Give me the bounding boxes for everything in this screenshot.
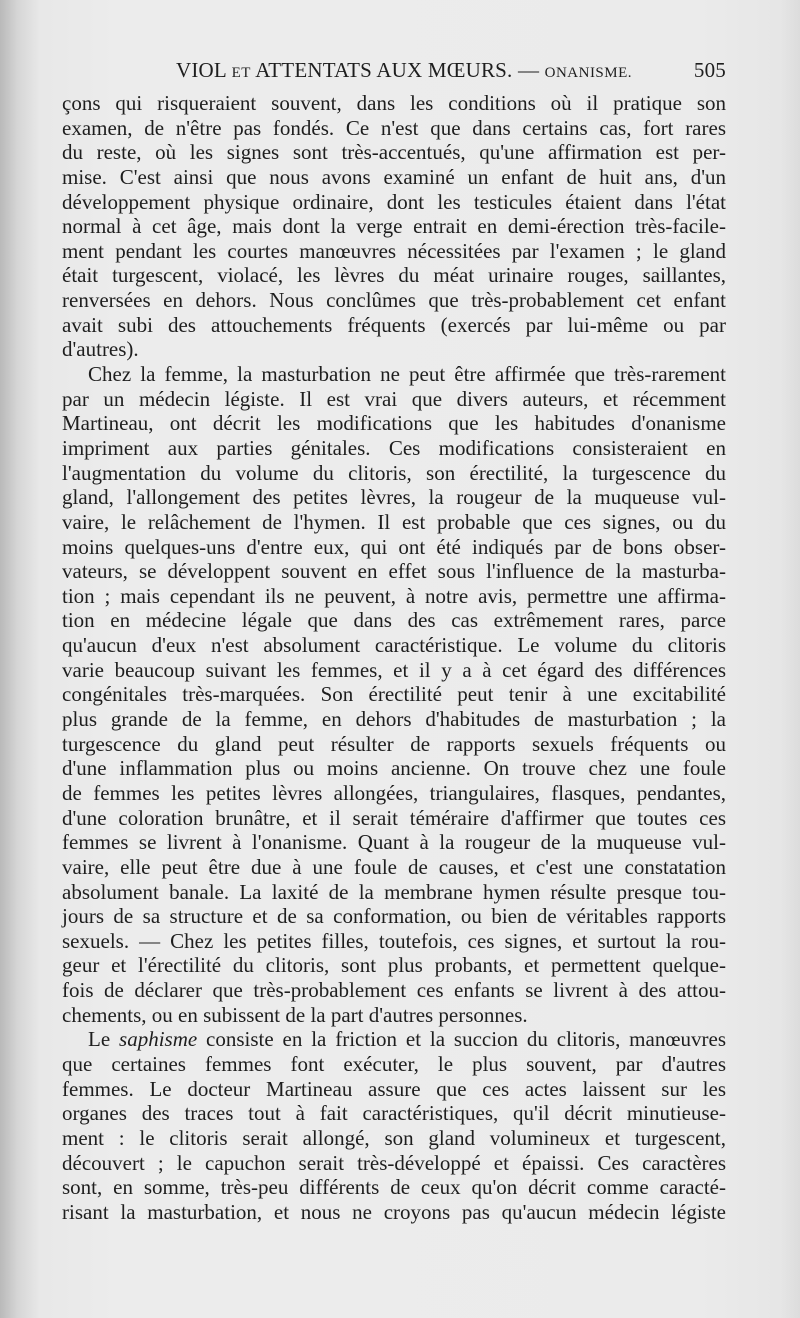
text-line: organes des traces tout à fait caractéristiques, qu'il décrit minutieuse- [62, 1101, 726, 1126]
paragraph-start-line [62, 1027, 726, 1052]
text-line: impriment aux parties génitales. Ces modifications consisteraient en [62, 435, 726, 460]
text-line: absolument banale. La laxité de la membrane hymen résulte presque tou- [62, 879, 726, 904]
text-line: renversées en dehors. Nous conclûmes que très-probablement cet enfant [62, 288, 726, 313]
running-title [176, 58, 632, 83]
text-line: gland, l'allongement des petites lèvres, la rougeur de la muqueuse vul- [62, 485, 726, 510]
text-line: du reste, où les signes sont très-accentués, qu'une affirmation est per- [62, 140, 726, 165]
text-line: congénitales très-marquées. Son érectilité peut tenir à une excitabilité [62, 682, 726, 707]
text-line: avait subi des attouchements fréquents (exercés par lui-même ou par [62, 312, 726, 337]
text-line: vaire, elle peut être due à une foule de causes, et c'est une constatation [62, 854, 726, 879]
text-line: par un médecin légiste. Il est vrai que divers auteurs, et récemment [62, 386, 726, 411]
text-line: moins quelques-uns d'entre eux, qui ont été indiqués par de bons obser- [62, 534, 726, 559]
text-line: ment : le clitoris serait allongé, son gland volumineux et turgescent, [62, 1125, 726, 1150]
title-et: ET [231, 65, 251, 81]
text-line: femmes se livrent à l'onanisme. Quant à la rougeur de la muqueuse vul- [62, 830, 726, 855]
title-part-1: VIOL [176, 58, 232, 82]
saphisme-line-start: Le [88, 1027, 120, 1052]
text-line: tion en médecine légale que dans des cas extrêmement rares, parce [62, 608, 726, 633]
text-line: chements, ou en subissent de la part d'autres personnes. [62, 1002, 528, 1027]
title-part-2: ATTENTATS AUX MŒURS. — [250, 58, 545, 82]
text-line: varie beaucoup suivant les femmes, et il y a à cet égard des différences [62, 657, 726, 682]
text-line: l'augmentation du volume du clitoris, son érectilité, la turgescence du [62, 460, 726, 485]
text-line: examen, de n'être pas fondés. Ce n'est que dans certains cas, fort rares [62, 115, 726, 140]
text-line: normal à cet âge, mais dont la verge entrait en demi-érection très-facile- [62, 214, 726, 239]
paragraph-start-line: Chez la femme, la masturbation ne peut être affirmée que très-rarement [88, 362, 726, 387]
saphisme-line-end: consiste en la friction et la succion du clitoris, manœuvres [197, 1027, 726, 1052]
text-line: jours de sa structure et de sa conformation, ou bien de véritables rapports [62, 904, 726, 929]
text-line: qu'aucun d'eux n'est absolument caractéristique. Le volume du clitoris [62, 633, 726, 658]
text-line: d'autres). [62, 337, 139, 362]
text-line: sont, en somme, très-peu différents de ceux qu'on décrit comme caracté- [62, 1175, 726, 1200]
text-line: tion ; mais cependant ils ne peuvent, à notre avis, permettre une affirma- [62, 583, 726, 608]
text-line: çons qui risqueraient souvent, dans les conditions où il pratique son [62, 91, 726, 115]
text-line: ment pendant les courtes manœuvres nécessitées par l'examen ; le gland [62, 238, 726, 263]
text-line: vateurs, se développent souvent en effet sous l'influence de la masturba- [62, 559, 726, 584]
saphisme-term: saphisme [119, 1027, 198, 1052]
text-line: d'une coloration brunâtre, et il serait téméraire d'affirmer que toutes ces [62, 805, 726, 830]
text-line: Martineau, ont décrit les modifications que les habitudes d'onanisme [62, 411, 726, 436]
text-line: que certaines femmes font exécuter, le plus souvent, par d'autres [62, 1051, 726, 1076]
text-line: turgescence du gland peut résulter de rapports sexuels fréquents ou [62, 731, 726, 756]
text-line: plus grande de la femme, en dehors d'habitudes de masturbation ; la [62, 707, 726, 732]
text-line: femmes. Le docteur Martineau assure que ces actes laissent sur les [62, 1076, 726, 1101]
text-line: d'une inflammation plus ou moins ancienne. On trouve chez une foule [62, 756, 726, 781]
title-section: ONANISME. [544, 65, 633, 81]
text-line: mise. C'est ainsi que nous avons examiné un enfant de huit ans, d'un [62, 164, 726, 189]
text-line: découvert ; le capuchon serait très-développé et épaissi. Ces caractères [62, 1150, 726, 1175]
text-line: sexuels. — Chez les petites filles, toutefois, ces signes, et surtout la rou- [62, 928, 726, 953]
text-line: de femmes les petites lèvres allongées, triangulaires, flasques, pendantes, [62, 780, 726, 805]
text-line: geur et l'érectilité du clitoris, sont plus probants, et permettent quelque- [62, 953, 726, 978]
page-number: 505 [693, 58, 726, 82]
running-header [62, 58, 726, 88]
body-text [62, 91, 726, 1224]
text-line: vaire, le relâchement de l'hymen. Il est probable que ces signes, ou du [62, 509, 726, 534]
text-line: était turgescent, violacé, les lèvres du méat urinaire rouges, saillantes, [62, 263, 726, 288]
text-line: fois de déclarer que très-probablement ces enfants se livrent à des attou- [62, 978, 726, 1003]
text-line: risant la masturbation, et nous ne croyons pas qu'aucun médecin légiste [62, 1199, 726, 1224]
text-line: développement physique ordinaire, dont les testicules étaient dans l'état [62, 189, 726, 214]
